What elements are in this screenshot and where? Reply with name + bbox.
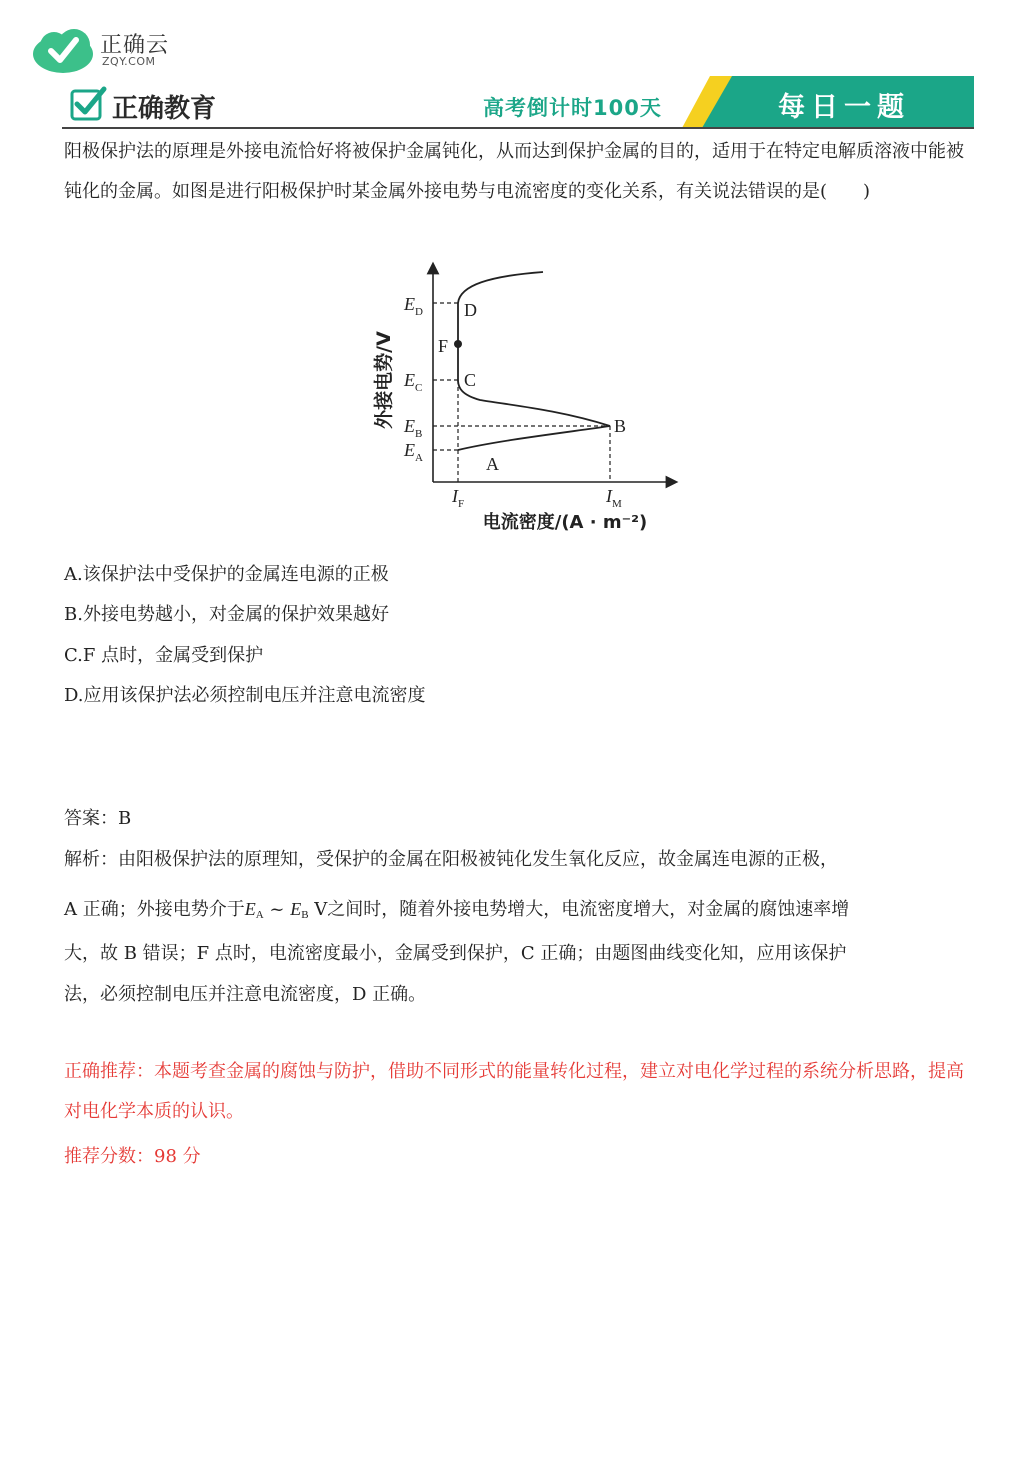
checkbox-icon: [70, 86, 110, 122]
eb-symbol: $E_B$: [290, 899, 309, 921]
point-d-label: D: [464, 300, 477, 320]
answer-label: 答案：B: [64, 808, 132, 829]
y-tick-ec: $E_C$: [404, 370, 423, 394]
x-tick-if: $I_F$: [452, 486, 465, 510]
point-a-label: A: [486, 454, 499, 474]
analysis-line-4: 法，必须控制电压并注意电流密度，D 正确。: [64, 984, 427, 1005]
recommendation-text: 正确推荐：本题考查金属的腐蚀与防护，借助不同形式的能量转化过程，建立对电化学过程的系统分析思路，提高对电化学本质的认识。: [64, 1061, 964, 1122]
logo-domain: ZQY.COM: [102, 55, 156, 68]
analysis-line-3: 大，故 B 错误；F 点时，电流密度最小，金属受到保护，C 正确；由题图曲线变化知，应用该保护: [64, 943, 847, 964]
x-tick-im: $I_M$: [606, 486, 622, 510]
ea-symbol: $E_A$: [244, 899, 264, 921]
recommendation-score: 推荐分数：98 分: [64, 1146, 201, 1167]
header-divider: [62, 127, 974, 129]
point-c-label: C: [464, 370, 477, 390]
option-c: C.F 点时，金属受到保护: [64, 645, 264, 666]
point-f-label: F: [438, 336, 449, 356]
point-f-marker: [454, 340, 462, 348]
daily-question-badge: 每日一题: [778, 92, 910, 123]
option-d: D.应用该保护法必须控制电压并注意电流密度: [64, 685, 426, 706]
polarization-curve: [458, 272, 610, 450]
option-a: A.该保护法中受保护的金属连电源的正极: [64, 564, 389, 585]
y-tick-ea: $E_A$: [404, 440, 423, 464]
question-stem: 阳极保护法的原理是外接电流恰好将被保护金属钝化，从而达到保护金属的目的，适用于在特定电解质溶液中能被钝化的金属。如图是进行阳极保护时某金属外接电势与电流密度的变化关系，有关说法错误的是( ): [64, 141, 964, 202]
analysis-line-2: A 正确；外接电势介于$E_A$ ~ $E_B$ V之间时，随着外接电势增大，电流密度增大，对金属的腐蚀速率增: [64, 899, 850, 921]
y-axis-title: 外接电势/V: [373, 331, 395, 429]
countdown-label: 高考倒计时100天: [483, 96, 662, 120]
brand-title: 正确教育: [112, 94, 217, 124]
option-b: B.外接电势越小，对金属的保护效果越好: [64, 604, 389, 625]
logo-name: 正确云: [100, 33, 170, 58]
y-tick-ed: $E_D$: [404, 294, 423, 318]
y-tick-eb: $E_B$: [404, 416, 423, 440]
potential-current-diagram: [360, 260, 690, 540]
point-b-label: B: [614, 416, 627, 436]
x-axis-title: 电流密度/(A · m⁻²): [482, 512, 648, 533]
analysis-line-1: 解析：由阳极保护法的原理知，受保护的金属在阳极被钝化发生氧化反应，故金属连电源的正极，: [64, 849, 838, 870]
